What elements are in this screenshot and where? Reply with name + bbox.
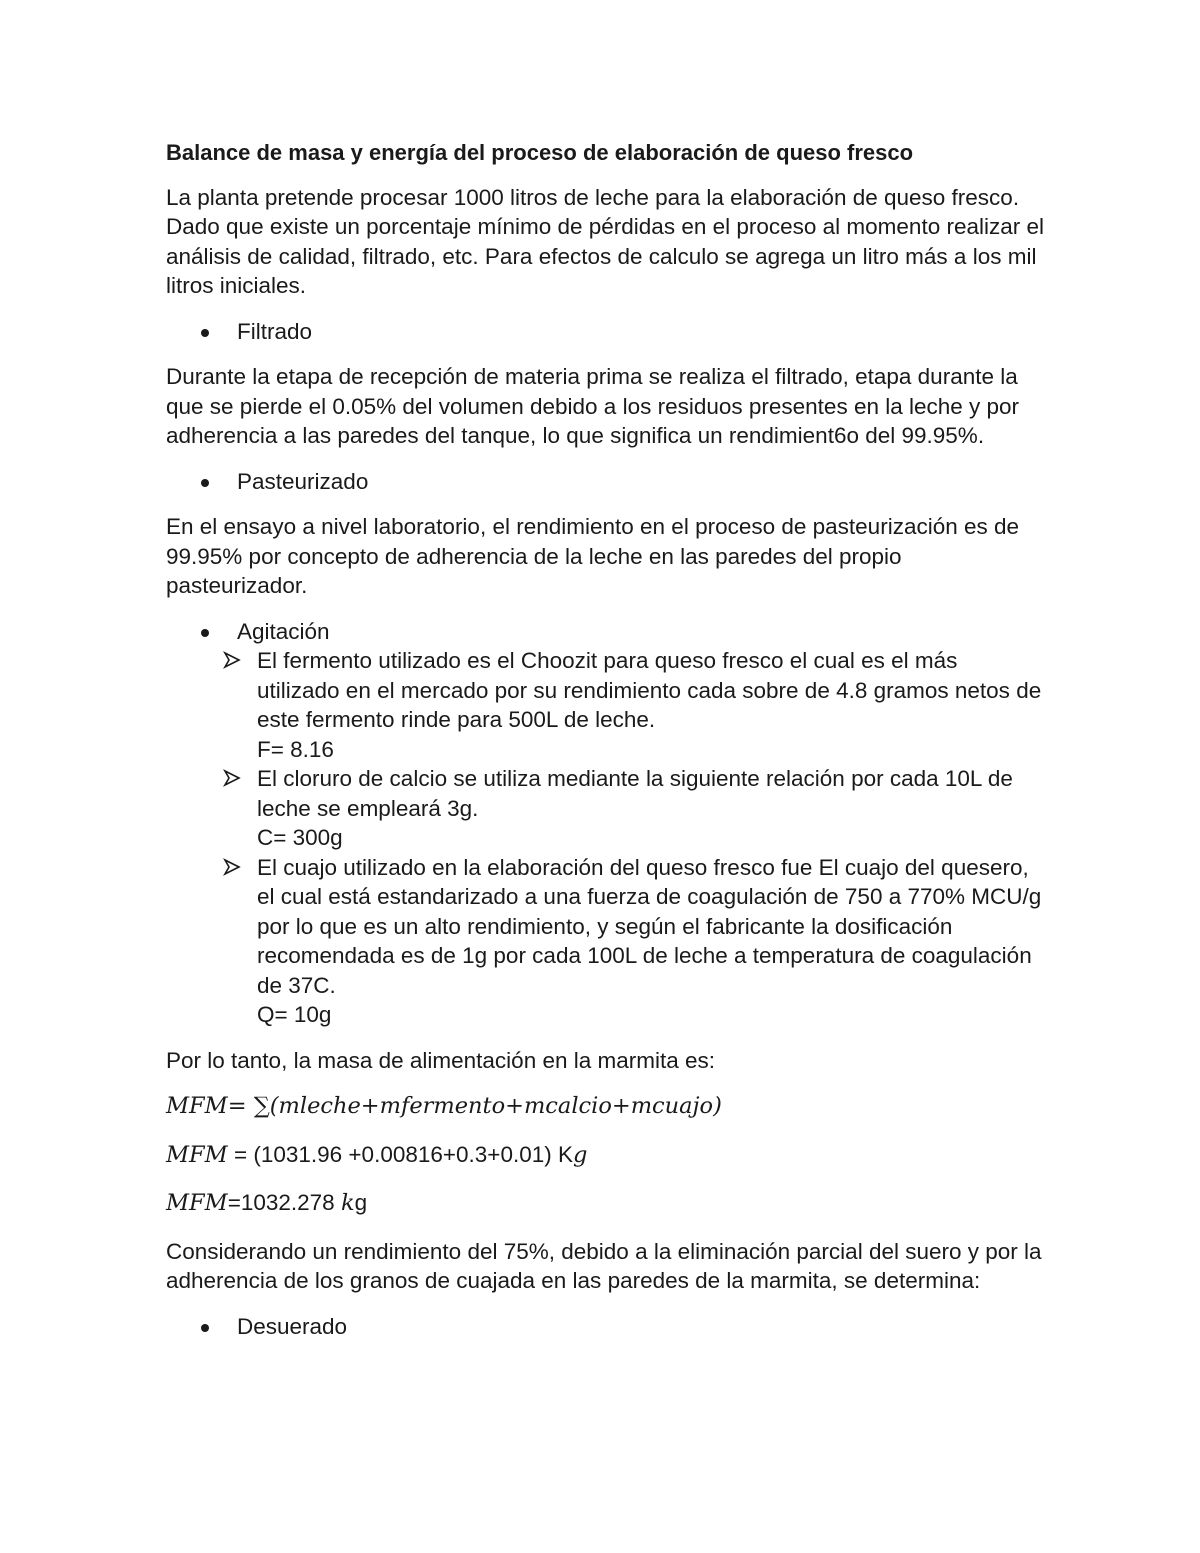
bullet-dot-icon [201,1324,209,1332]
section-heading-label: Agitación [237,618,330,644]
intro-paragraph: La planta pretende procesar 1000 litros de leche para la elaboración de queso fresco. Dado que existe un porcentaje mínimo de pérdidas en el proceso al momento realizar el análisis de calidad, filtrado, etc. Para efectos de calculo se agrega un litro más a los mil litros iniciales. [166,184,1044,298]
section-heading-filtrado [166,317,1046,347]
list-item-text: El cloruro de calcio se utiliza mediante la siguiente relación por cada 10L de leche se empleará 3g. [257,766,1013,821]
formula-rhs: = ∑(mleche+mfermento+mcalcio+mcuajo) [227,1093,722,1119]
arrowhead-bullet-icon [223,651,241,669]
list-item [166,764,1046,853]
section-heading-label: Desuerado [237,1313,348,1339]
formula-mid: = (1031.96 +0.00816+0.3+0.01) K [227,1141,573,1167]
arrowhead-bullet-icon [223,858,241,876]
filtrado-paragraph: Durante la etapa de recepción de materia prima se realiza el filtrado, etapa durante la que se pierde el 0.05% del volumen debido a los residuos presentes en la leche y por adherencia a las paredes del tanque, lo que significa un rendimient6o del 99.95%. [166,364,1020,448]
list-item [166,646,1046,764]
formula-mid: =1032.278 [227,1190,341,1215]
formula-result [166,1188,1046,1219]
list-item-result: Q= 10g [257,1002,332,1027]
section-heading-label: Filtrado [237,318,313,344]
document-title: Balance de masa y energía del proceso de elaboración de queso fresco [166,140,914,165]
section-heading-desuerado [166,1312,1046,1342]
document-page [166,138,1046,1357]
conclusion-paragraph: Considerando un rendimiento del 75%, debido a la eliminación parcial del suero y por la adherencia de los granos de cuajada en las paredes de la marmita, se determina: [166,1238,1042,1293]
section-heading-label: Pasteurizado [237,468,369,494]
formula-unit-g: g [354,1190,368,1215]
list-item-result: F= 8.16 [257,736,334,762]
bullet-dot-icon [201,479,209,487]
section-heading-agitacion [166,617,1046,647]
formula-values [166,1140,1046,1171]
list-item-text: El fermento utilizado es el Choozit para queso fresco el cual es el más utilizado en el mercado por su rendimiento cada sobre de 4.8 gramos netos de este fermento rinde para 500L de leche. [257,648,1042,732]
section-heading-pasteurizado [166,467,1046,497]
agitacion-list [166,646,1046,1030]
list-item [166,853,1046,1030]
formula-unit: g [573,1141,588,1168]
formula-lhs: MFM [166,1093,228,1119]
bullet-dot-icon [201,329,209,337]
list-item-text: El cuajo utilizado en la elaboración del queso fresco fue El cuajo del quesero, el cual está estandarizado a una fuerza de coagulación de 750 a 770% MCU/g por lo que es un alto rendimiento, y según el fabricante la dosificación recomendada es de 1g por cada 100L de leche a temperatura de coagulación de 37C. [257,854,1042,998]
list-item-result: C= 300g [257,825,343,850]
formula-lhs: MFM [166,1141,228,1168]
mass-intro-paragraph: Por lo tanto, la masa de alimentación en la marmita es: [166,1047,716,1073]
pasteurizado-paragraph: En el ensayo a nivel laboratorio, el rendimiento en el proceso de pasteurización es de 99.95% por concepto de adherencia de la leche en las paredes del propio pasteurizador. [166,514,1020,598]
formula-lhs: MFM [166,1190,228,1216]
bullet-dot-icon [201,629,209,637]
formula-sum [166,1091,1046,1122]
formula-unit-k: k [340,1190,355,1216]
arrowhead-bullet-icon [223,769,241,787]
